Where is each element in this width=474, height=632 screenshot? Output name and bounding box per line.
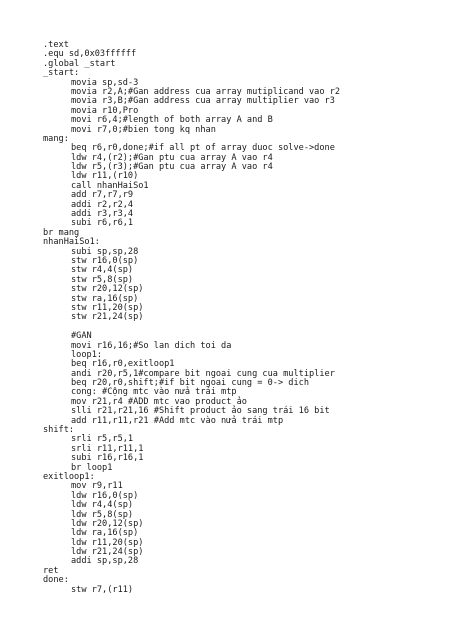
- code-line: mov r9,r11: [71, 481, 123, 492]
- code-label-line: done:: [43, 575, 69, 586]
- code-line: br mang: [43, 227, 80, 238]
- code-line: stw r20,12(sp): [71, 284, 144, 295]
- code-line: andi r20,r5,1#compare bit ngoai cung cua multiplier: [71, 368, 335, 379]
- code-line: srli r5,r5,1: [71, 434, 134, 445]
- code-line: ret: [43, 565, 59, 576]
- code-line: stw r16,0(sp): [71, 255, 139, 266]
- code-line: addi r3,r3,4: [71, 209, 134, 220]
- code-line: ldw r4,(r2);#Gan ptu cua array A vao r4: [71, 152, 273, 163]
- code-line: cong: #Cộng mtc vào nửa trái mtp: [71, 387, 237, 398]
- code-line: br loop1: [71, 462, 113, 473]
- code-line: ldw r11,(r10): [71, 171, 139, 182]
- code-line: movia r2,A;#Gan address cua array mutiplicand vao r2: [71, 86, 341, 97]
- code-line: subi r6,r6,1: [71, 218, 134, 229]
- code-line: .equ sd,0x03ffffff: [43, 49, 137, 60]
- code-line: ldw r16,0(sp): [71, 490, 139, 501]
- code-line: mov r21,r4 #ADD mtc vao product ảo: [71, 396, 247, 407]
- code-line: movi r6,4;#length of both array A and B: [71, 115, 273, 126]
- code-line: ldw ra,16(sp): [71, 528, 139, 539]
- code-line: stw ra,16(sp): [71, 293, 139, 304]
- code-line: beq r16,r0,exitloop1: [71, 359, 175, 370]
- code-line: subi r16,r16,1: [71, 453, 144, 464]
- code-line: stw r11,20(sp): [71, 302, 144, 313]
- code-line: beq r20,r0,shift;#if bit ngoai cung = 0-> dich: [71, 378, 309, 389]
- code-line: subi sp,sp,28: [71, 246, 139, 257]
- code-line: srli r11,r11,1: [71, 443, 144, 454]
- code-line: ldw r11,20(sp): [71, 537, 144, 548]
- code-line: beq r6,r0,done;#if all pt of array duoc solve->done: [71, 143, 335, 154]
- code-line: ldw r4,4(sp): [71, 500, 134, 511]
- code-line: #GAN: [71, 331, 92, 342]
- code-line: addi r2,r2,4: [71, 199, 134, 210]
- code-line: add r7,r7,r9: [71, 190, 134, 201]
- code-line: ldw r5,8(sp): [71, 509, 134, 520]
- code-line: movi r16,16;#So lan dich toi da: [71, 340, 232, 351]
- code-label-line: _start:: [43, 68, 80, 79]
- code-line: stw r7,(r11): [71, 584, 134, 595]
- code-label-line: nhanHaiSo1:: [43, 237, 100, 248]
- code-line: ldw r5,(r3);#Gan ptu cua array A vao r4: [71, 162, 273, 173]
- code-line: movia sp,sd-3: [71, 77, 139, 88]
- assembly-code-listing: [43, 41, 340, 595]
- code-line: loop1:: [71, 349, 103, 360]
- code-line: slli r21,r21,16 #Shift product ảo sang trái 16 bit: [71, 406, 330, 417]
- code-line: stw r21,24(sp): [71, 312, 144, 323]
- code-line: .text: [43, 40, 69, 50]
- code-line: call nhanHaiSo1: [71, 180, 149, 191]
- code-line: movia r3,B;#Gan address cua array multiplier vao r3: [71, 96, 335, 107]
- code-line: movia r10,Pro: [71, 105, 139, 116]
- code-line: add r11,r11,r21 #Add mtc vào nửa trái mtp: [71, 415, 284, 426]
- code-label-line: exitloop1:: [43, 471, 95, 482]
- code-line: ldw r20,12(sp): [71, 518, 144, 529]
- code-line: stw r5,8(sp): [71, 274, 134, 285]
- code-label-line: mang:: [43, 133, 69, 144]
- code-line: stw r4,4(sp): [71, 265, 134, 276]
- code-label-line: shift:: [43, 425, 75, 436]
- code-line: movi r7,0;#bien tong kq nhan: [71, 124, 216, 135]
- code-line: addi sp,sp,28: [71, 556, 139, 567]
- code-line: ldw r21,24(sp): [71, 547, 144, 558]
- code-line: .global _start: [43, 58, 116, 69]
